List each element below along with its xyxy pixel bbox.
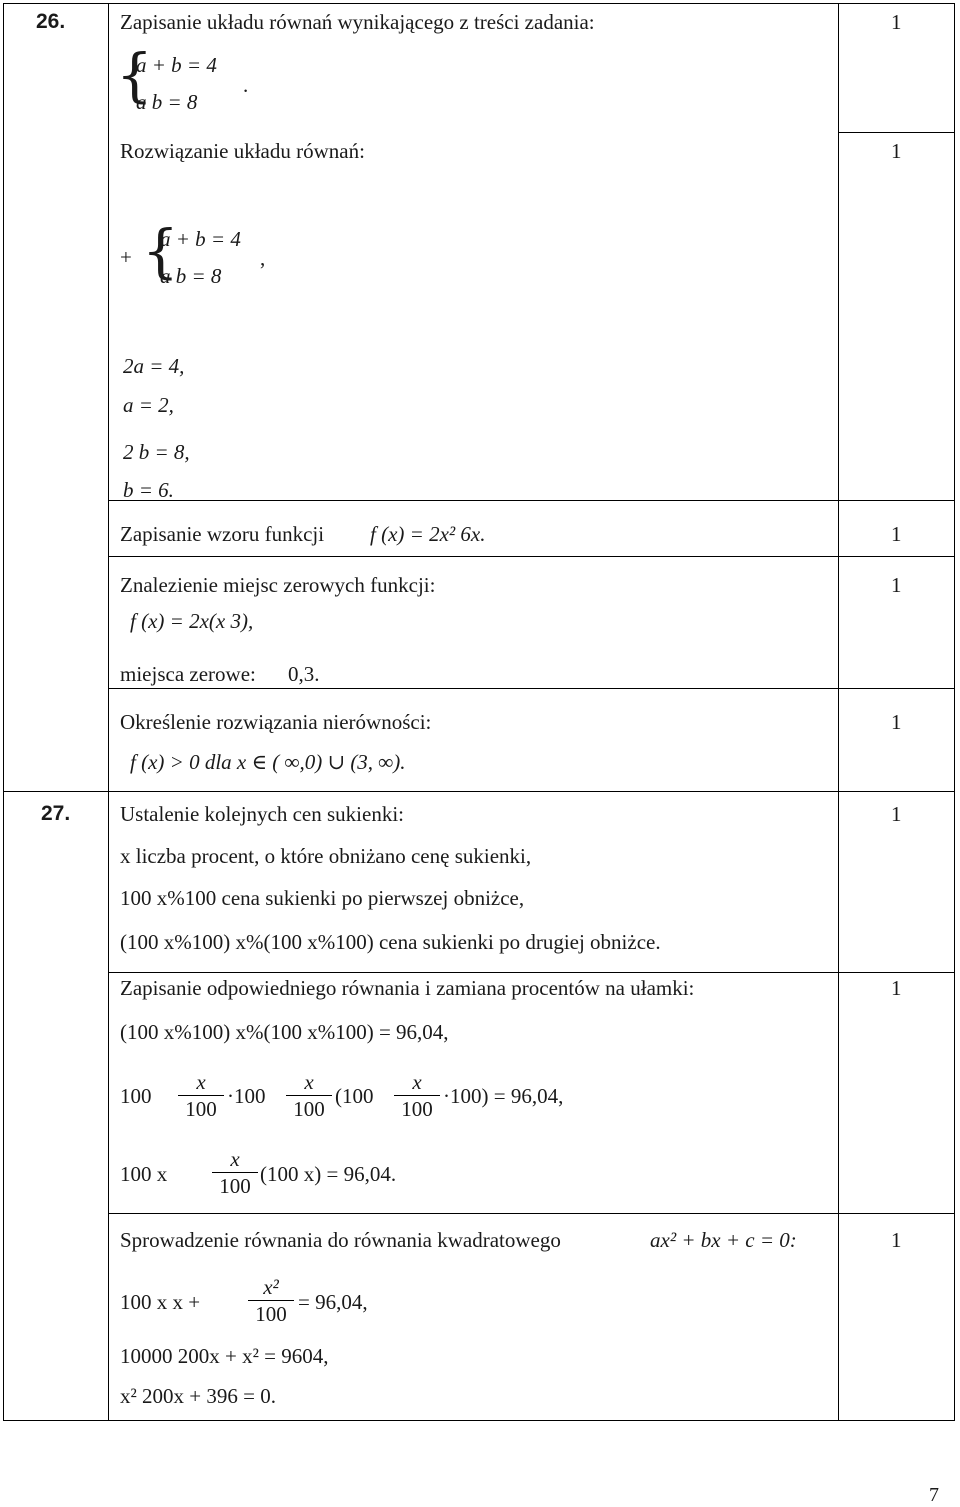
equation-part: ·100) = 96,04, [443,1084,564,1108]
inequality: f (x) > 0 dla x ∈ ( ∞,0) ∪ (3, ∞). [130,750,406,774]
brace-icon: { [142,217,179,285]
step-text: (100 x%100) x%(100 x%100) cena sukienki po drugiej obniżce. [120,930,661,954]
equation: 10000 200x + x² = 9604, [120,1344,329,1368]
fraction-bar [248,1300,294,1301]
equation-part: (100 x) = 96,04. [260,1162,397,1186]
formula: ax² + bx + c = 0: [650,1228,797,1252]
points: 1 [891,976,902,1000]
step-label: Znalezienie miejsc zerowych funkcji: [120,573,436,597]
fraction-numerator: x [412,1070,422,1094]
step-label: Zapisanie układu równań wynikającego z treści zadania: [120,10,595,34]
task-number: 27. [41,802,71,825]
fraction-numerator: x [196,1070,206,1094]
fraction [212,1148,258,1197]
page-number: 7 [929,1484,939,1506]
fraction-numerator: x [304,1070,314,1094]
equation-part: 100 x x + [120,1290,201,1314]
equation-part: 100 x [120,1162,168,1186]
points: 1 [891,710,902,734]
equation: 2a = 4, [123,354,185,378]
step-label: Ustalenie kolejnych cen sukienki: [120,802,405,826]
step-label: Zapisanie odpowiedniego równania i zamiana procentów na ułamki: [120,976,695,1000]
row-divider [108,556,955,557]
fraction-denominator: 100 [293,1097,325,1121]
fraction [286,1071,332,1120]
step-text: miejsca zerowe: [120,662,256,686]
punctuation: . [243,73,249,97]
step-label: Zapisanie wzoru funkcji [120,522,325,546]
points: 1 [891,1228,902,1252]
row-divider [108,688,955,689]
fraction-bar [212,1172,258,1173]
equation: a + b = 4 [136,53,217,77]
step-text: 100 x%100 cena sukienki po pierwszej obniżce, [120,886,525,910]
points: 1 [891,10,902,34]
row-divider [108,972,955,973]
step-text: x liczba procent, o które obniżano cenę sukienki, [120,844,532,868]
points: 1 [891,573,902,597]
points: 1 [891,522,902,546]
equation-part: = 96,04, [298,1290,368,1314]
equation-part: ·100 [227,1084,266,1108]
equation: b = 6. [123,478,174,502]
equation: x² 200x + 396 = 0. [120,1384,276,1408]
equation-part: 100 [120,1084,152,1108]
equation: a + b = 4 [160,227,241,251]
equation: 2 b = 8, [123,440,190,464]
points: 1 [891,139,902,163]
fraction-denominator: 100 [255,1302,287,1326]
fraction [178,1071,224,1120]
fraction [394,1071,440,1120]
fraction-bar [394,1095,440,1096]
step-label: Rozwiązanie układu równań: [120,139,365,163]
fraction-denominator: 100 [401,1097,433,1121]
row-divider [838,132,955,133]
task-number: 26. [36,10,66,33]
equation: f (x) = 2x(x 3), [130,609,254,633]
points: 1 [891,802,902,826]
equation: a b = 8 [160,264,222,288]
fraction [248,1276,294,1325]
row-divider [108,500,955,501]
punctuation: , [260,246,266,270]
fraction-bar [286,1095,332,1096]
task-divider [3,791,955,792]
step-label: Sprowadzenie równania do równania kwadratowego [120,1228,561,1252]
value: 0,3. [288,662,320,686]
fraction-numerator: x² [263,1275,279,1299]
column-divider-right [838,3,839,1421]
fraction-denominator: 100 [219,1174,251,1198]
plus-sign: + [120,245,132,269]
fraction-bar [178,1095,224,1096]
equation: (100 x%100) x%(100 x%100) = 96,04, [120,1020,449,1044]
fraction-numerator: x [230,1147,240,1171]
equation-part: (100 [335,1084,374,1108]
row-divider [108,1213,955,1214]
formula: f (x) = 2x² 6x. [370,522,486,546]
equation: a b = 8 [136,90,198,114]
step-label: Określenie rozwiązania nierówności: [120,710,432,734]
equation: a = 2, [123,393,174,417]
brace-icon: { [116,41,153,109]
column-divider-left [108,3,109,1421]
fraction-denominator: 100 [185,1097,217,1121]
